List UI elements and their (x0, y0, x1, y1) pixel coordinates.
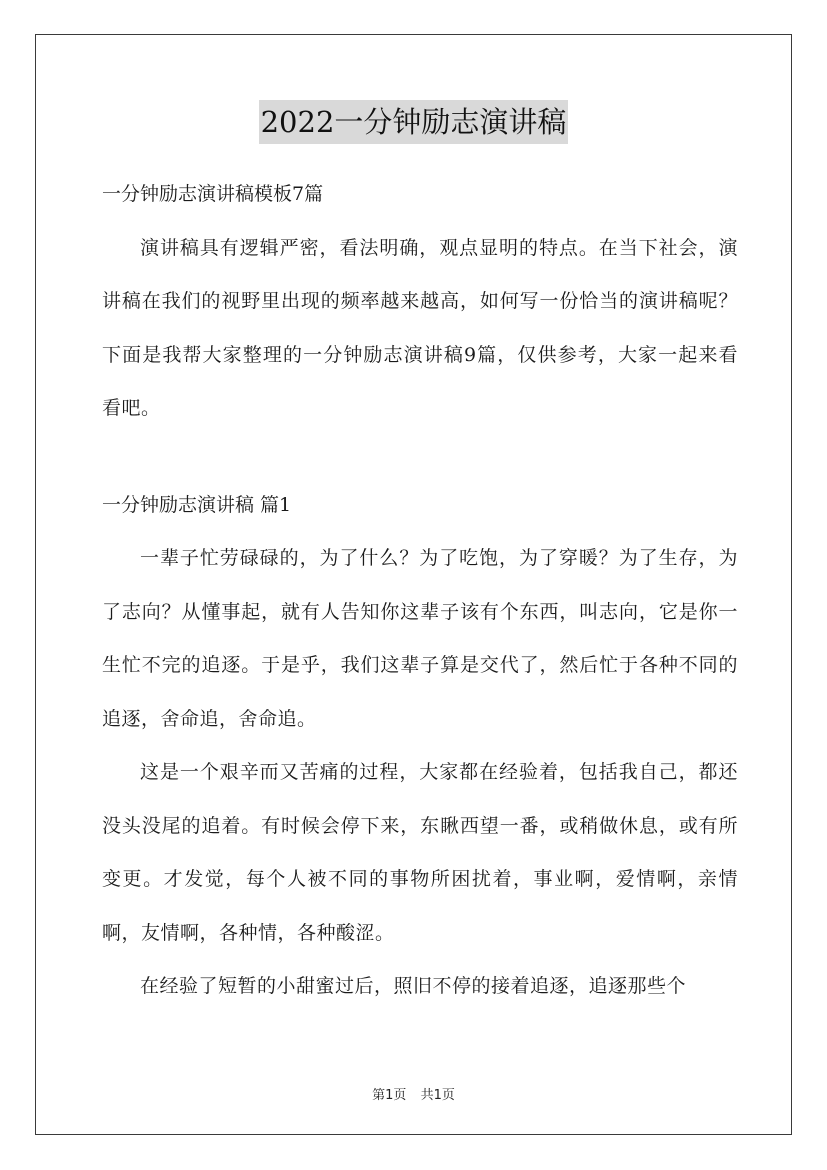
body-paragraph: 这是一个艰辛而又苦痛的过程，大家都在经验着，包括我自己，都还没头没尾的追着。有时候会停下来，东瞅西望一番，或稍做休息，或有所变更。才发觉，每个人被不同的事物所困扰着，事业啊，爱情啊，亲情啊，友情啊，各种情，各种酸涩。 (102, 761, 738, 944)
document-title (0, 100, 827, 144)
page-number: 第1页 (372, 1088, 407, 1103)
document-body (102, 177, 738, 1014)
page-footer (0, 1084, 827, 1103)
document-subtitle: 一分钟励志演讲稿模板7篇 (102, 183, 324, 205)
total-pages: 共1页 (420, 1088, 455, 1103)
body-paragraph: 一辈子忙劳碌碌的，为了什么？为了吃饱，为了穿暖？为了生存，为了志向？从懂事起，就有人告知你这辈子该有个东西，叫志向，它是你一生忙不完的追逐。于是乎，我们这辈子算是交代了，然后忙于各种不同的追逐，舍命追，舍命追。 (102, 547, 738, 730)
section-title: 一分钟励志演讲稿 篇1 (102, 493, 292, 516)
document-title-text: 2022一分钟励志演讲稿 (259, 100, 569, 144)
body-paragraph: 在经验了短暂的小甜蜜过后，照旧不停的接着追逐，追逐那些个 (140, 975, 687, 997)
intro-paragraph: 演讲稿具有逻辑严密，看法明确，观点显明的特点。在当下社会，演讲稿在我们的视野里出现的频率越来越高，如何写一份恰当的演讲稿呢？下面是我帮大家整理的一分钟励志演讲稿9篇，仅供参考，大家一起来看看吧。 (102, 236, 738, 419)
